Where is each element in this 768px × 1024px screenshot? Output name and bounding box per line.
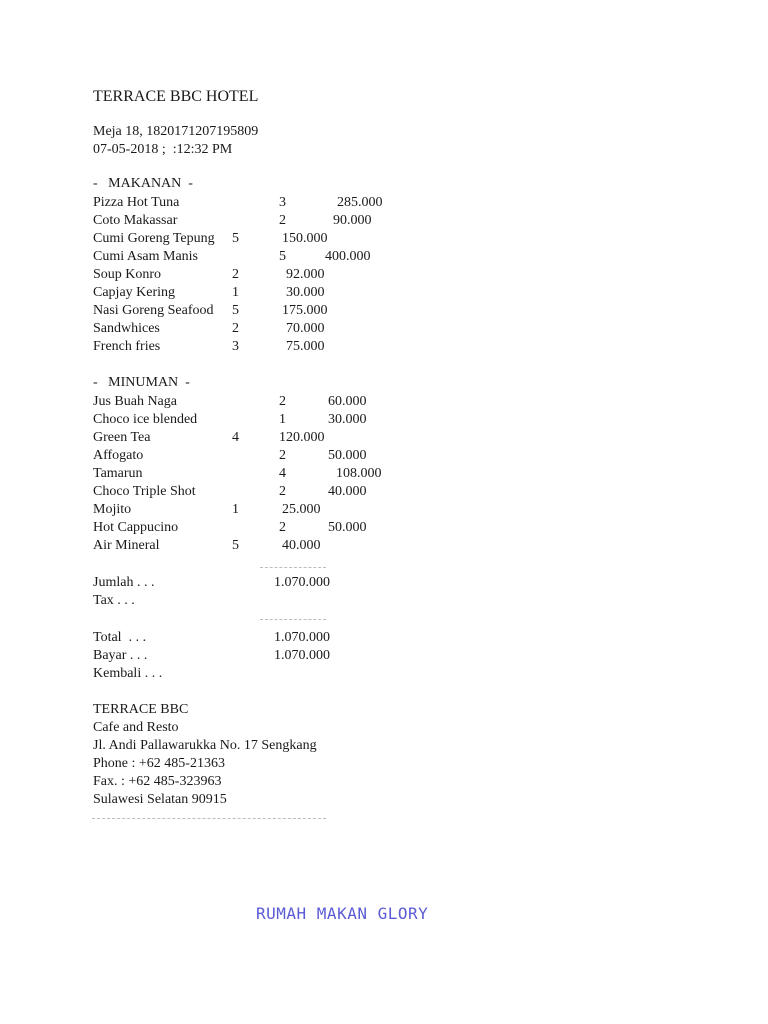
item-name: Capjay Kering bbox=[93, 285, 176, 300]
item-qty: 1 bbox=[232, 502, 239, 517]
item-name: Hot Cappucino bbox=[93, 520, 179, 535]
item-name: Affogato bbox=[93, 448, 144, 463]
item-price: 40.000 bbox=[328, 484, 367, 499]
bayar-value: 1.070.000 bbox=[274, 648, 330, 663]
item-qty: 5 bbox=[279, 249, 286, 264]
item-name: Air Mineral bbox=[93, 538, 160, 553]
item-price: 40.000 bbox=[282, 538, 321, 553]
item-price: 60.000 bbox=[328, 394, 367, 409]
item-price: 285.000 bbox=[337, 195, 383, 210]
item-price: 75.000 bbox=[286, 339, 325, 354]
item-price: 25.000 bbox=[282, 502, 321, 517]
item-qty: 3 bbox=[279, 195, 286, 210]
item-price: 108.000 bbox=[336, 466, 382, 481]
item-price: 50.000 bbox=[328, 448, 367, 463]
item-name: Nasi Goreng Seafood bbox=[93, 303, 214, 318]
item-qty: 5 bbox=[232, 231, 239, 246]
item-name: Cumi Asam Manis bbox=[93, 249, 199, 264]
total-value: 1.070.000 bbox=[274, 630, 330, 645]
item-qty: 1 bbox=[279, 412, 286, 427]
item-name: Sandwhices bbox=[93, 321, 160, 336]
item-name: Mojito bbox=[93, 502, 132, 517]
item-name: Soup Konro bbox=[93, 267, 162, 282]
item-name: Coto Makassar bbox=[93, 213, 178, 228]
item-price: 92.000 bbox=[286, 267, 325, 282]
item-qty: 2 bbox=[232, 321, 239, 336]
item-qty: 3 bbox=[232, 339, 239, 354]
item-price: 30.000 bbox=[286, 285, 325, 300]
item-qty: 2 bbox=[279, 484, 286, 499]
item-name: French fries bbox=[93, 339, 161, 354]
item-price: 400.000 bbox=[325, 249, 371, 264]
item-name: Pizza Hot Tuna bbox=[93, 195, 180, 210]
item-qty: 4 bbox=[279, 466, 286, 481]
divider bbox=[260, 567, 326, 568]
item-qty: 5 bbox=[232, 303, 239, 318]
item-name: Choco Triple Shot bbox=[93, 484, 196, 499]
item-name: Jus Buah Naga bbox=[93, 394, 177, 409]
item-qty: 4 bbox=[232, 430, 239, 445]
item-price: 120.000 bbox=[279, 430, 325, 445]
footer-fax: Fax. : +62 485-323963 bbox=[93, 774, 222, 789]
item-price: 50.000 bbox=[328, 520, 367, 535]
item-name: Choco ice blended bbox=[93, 412, 198, 427]
item-qty: 5 bbox=[232, 538, 239, 553]
item-price: 150.000 bbox=[282, 231, 328, 246]
item-price: 175.000 bbox=[282, 303, 328, 318]
divider bbox=[260, 619, 326, 620]
brand-name: RUMAH MAKAN GLORY bbox=[256, 904, 429, 923]
kembali-label: Kembali . . . bbox=[93, 666, 163, 681]
section-minuman-label: - MINUMAN - bbox=[93, 375, 190, 390]
item-qty: 2 bbox=[232, 267, 239, 282]
order-datetime: 07-05-2018 ; :12:32 PM bbox=[93, 142, 233, 157]
item-qty: 2 bbox=[279, 394, 286, 409]
footer-type: Cafe and Resto bbox=[93, 720, 179, 735]
footer-name: TERRACE BBC bbox=[93, 702, 189, 717]
hotel-title: TERRACE BBC HOTEL bbox=[93, 88, 259, 105]
footer-phone: Phone : +62 485-21363 bbox=[93, 756, 225, 771]
item-price: 70.000 bbox=[286, 321, 325, 336]
item-name: Green Tea bbox=[93, 430, 151, 445]
item-name: Cumi Goreng Tepung bbox=[93, 231, 215, 246]
divider bbox=[92, 818, 326, 819]
item-qty: 1 bbox=[232, 285, 239, 300]
total-label: Total . . . bbox=[93, 630, 147, 645]
footer-region: Sulawesi Selatan 90915 bbox=[93, 792, 227, 807]
item-qty: 2 bbox=[279, 213, 286, 228]
footer-address: Jl. Andi Pallawarukka No. 17 Sengkang bbox=[93, 738, 317, 753]
table-order: Meja 18, 1820171207195809 bbox=[93, 124, 259, 139]
item-qty: 2 bbox=[279, 448, 286, 463]
item-qty: 2 bbox=[279, 520, 286, 535]
item-price: 90.000 bbox=[333, 213, 372, 228]
item-name: Tamarun bbox=[93, 466, 143, 481]
bayar-label: Bayar . . . bbox=[93, 648, 148, 663]
jumlah-value: 1.070.000 bbox=[274, 575, 330, 590]
section-makanan-label: - MAKANAN - bbox=[93, 176, 193, 191]
jumlah-label: Jumlah . . . bbox=[93, 575, 155, 590]
tax-label: Tax . . . bbox=[93, 593, 135, 608]
item-price: 30.000 bbox=[328, 412, 367, 427]
